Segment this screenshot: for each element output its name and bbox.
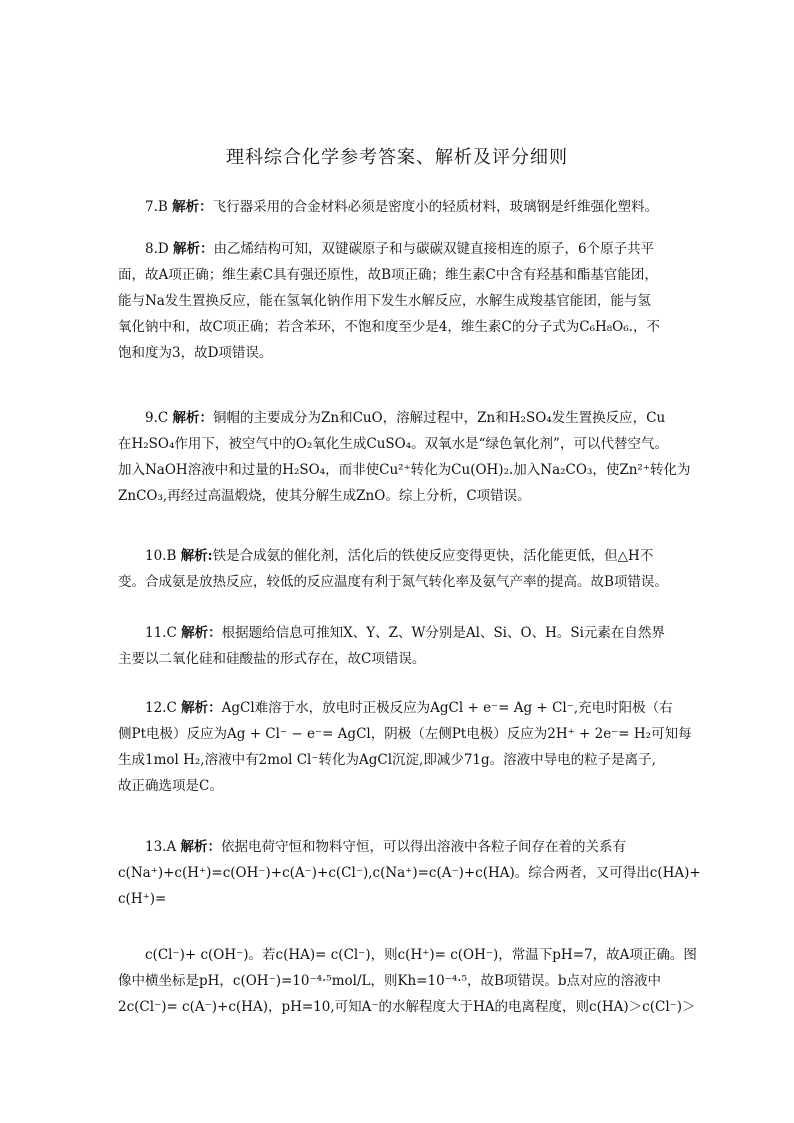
- answer-number: 13.A: [145, 839, 181, 855]
- analysis-label: 解析：: [181, 700, 222, 716]
- answer-line: 主要以二氧化硅和硅酸盐的形式存在，故C项错误。: [118, 651, 426, 667]
- answer-text: 铁是合成氨的催化剂，活化后的铁使反应变得更快，活化能更低，但△H不: [212, 548, 654, 564]
- answer-11: [118, 620, 678, 672]
- answer-text: 由乙烯结构可知，双键碳原子和与碳碳双键直接相连的原子，6个原子共平: [213, 241, 655, 257]
- page-title: 理科综合化学参考答案、解析及评分细则: [226, 147, 568, 168]
- answer-line: 生成1mol H₂,溶液中有2mol Cl⁻转化为AgCl沉淀,即减少71g。溶液中导电的粒子是离子,: [118, 752, 656, 768]
- answer-line: 2c(Cl⁻)= c(A⁻)+c(HA)，pH=10,可知A⁻的水解程度大于HA的电离程度，则c(HA)＞c(Cl⁻)＞: [118, 999, 696, 1015]
- answer-number: 7.B: [145, 199, 173, 215]
- answer-text: 依据电荷守恒和物料守恒，可以得出溶液中各粒子间存在着的关系有: [221, 839, 627, 855]
- answer-number: 10.B: [145, 548, 181, 564]
- answer-number: 12.C: [145, 700, 182, 716]
- answer-line: 饱和度为3，故D项错误。: [118, 345, 273, 361]
- analysis-label: 解析：: [172, 199, 213, 215]
- answer-line: 变。合成氨是放热反应，较低的反应温度有利于氮气转化率及氨气产率的提高。故B项错误。: [118, 574, 668, 590]
- answer-line: 能与Na发生置换反应，能在氢氧化钠作用下发生水解反应，水解生成羧基官能团，能与氢: [118, 293, 651, 309]
- answer-line: [118, 834, 678, 860]
- answer-13: [118, 834, 701, 912]
- answer-text: 飞行器采用的合金材料必须是密度小的轻质材料，玻璃钢是纤维强化塑料。: [212, 199, 659, 215]
- answer-line: [118, 543, 678, 569]
- answer-number: 9.C: [145, 410, 173, 426]
- answer-line: ZnCO₃,再经过高温煅烧，使其分解生成ZnO。综上分析，C项错误。: [118, 488, 531, 504]
- answer-number: 8.D: [145, 241, 173, 257]
- answer-13-continued: [118, 942, 697, 1020]
- analysis-label: 解析:: [180, 548, 213, 564]
- answer-8: [118, 236, 678, 366]
- answer-text: 根据题给信息可推知X、Y、Z、W分别是Al、Si、O、H。Si元素在自然界: [221, 625, 665, 641]
- answer-line: [118, 194, 678, 220]
- answer-line: c(Cl⁻)+ c(OH⁻)。若c(HA)= c(Cl⁻)，则c(H⁺)= c(OH⁻)，常温下pH=7，故A项正确。图: [145, 947, 697, 963]
- analysis-label: 解析：: [173, 241, 214, 257]
- answer-line: 侧Pt电极）反应为Ag + Cl⁻ − e⁻= AgCl，阴极（左侧Pt电极）反应为2H⁺ + 2e⁻= H₂可知每: [118, 726, 692, 742]
- answer-text: AgCl难溶于水，放电时正极反应为AgCl + e⁻= Ag + Cl⁻,充电时阳极（右: [221, 700, 673, 716]
- answer-text: 铜帽的主要成分为Zn和CuO，溶解过程中，Zn和H₂SO₄发生置换反应，Cu: [213, 410, 666, 426]
- answer-number: 11.C: [145, 625, 182, 641]
- answer-line: 氧化钠中和，故C项正确；若含苯环，不饱和度至少是4，维生素C的分子式为C₆H₈O₆.，不: [118, 319, 660, 335]
- analysis-label: 解析：: [180, 839, 222, 855]
- answer-line: [118, 405, 678, 431]
- answer-line: 故正确选项是C。: [118, 778, 223, 794]
- answer-line: 像中横坐标是pH，c(OH⁻)=10⁻⁴·⁵mol/L，则Kh=10⁻⁴·⁵，故B项错误。b点对应的溶液中: [118, 973, 662, 989]
- answer-line: 面，故A项正确；维生素C具有强还原性，故B项正确；维生素C中含有羟基和酯基官能团，: [118, 267, 658, 283]
- answer-line: c(H⁺)=: [118, 891, 167, 907]
- answer-line: 在H₂SO₄作用下，被空气中的O₂氧化生成CuSO₄。双氧水是“绿色氧化剂”，可以代替空气。: [118, 436, 668, 452]
- answer-10: [118, 543, 678, 595]
- analysis-label: 解析：: [181, 625, 222, 641]
- answer-line: 加入NaOH溶液中和过量的H₂SO₄，而非使Cu²⁺转化为Cu(OH)₂.加入Na₂CO₃，使Zn²⁺转化为: [118, 462, 691, 478]
- answer-12: [118, 695, 692, 799]
- answer-9: [118, 405, 691, 509]
- answer-7: [118, 194, 678, 220]
- answer-line: [118, 695, 678, 721]
- analysis-label: 解析：: [172, 410, 214, 426]
- answer-line: [118, 620, 678, 646]
- answer-line: [118, 236, 678, 262]
- answer-line: c(Na⁺)+c(H⁺)=c(OH⁻)+c(A⁻)+c(Cl⁻),c(Na⁺)=c(A⁻)+c(HA)。综合两者，又可得出c(HA)+: [118, 865, 701, 881]
